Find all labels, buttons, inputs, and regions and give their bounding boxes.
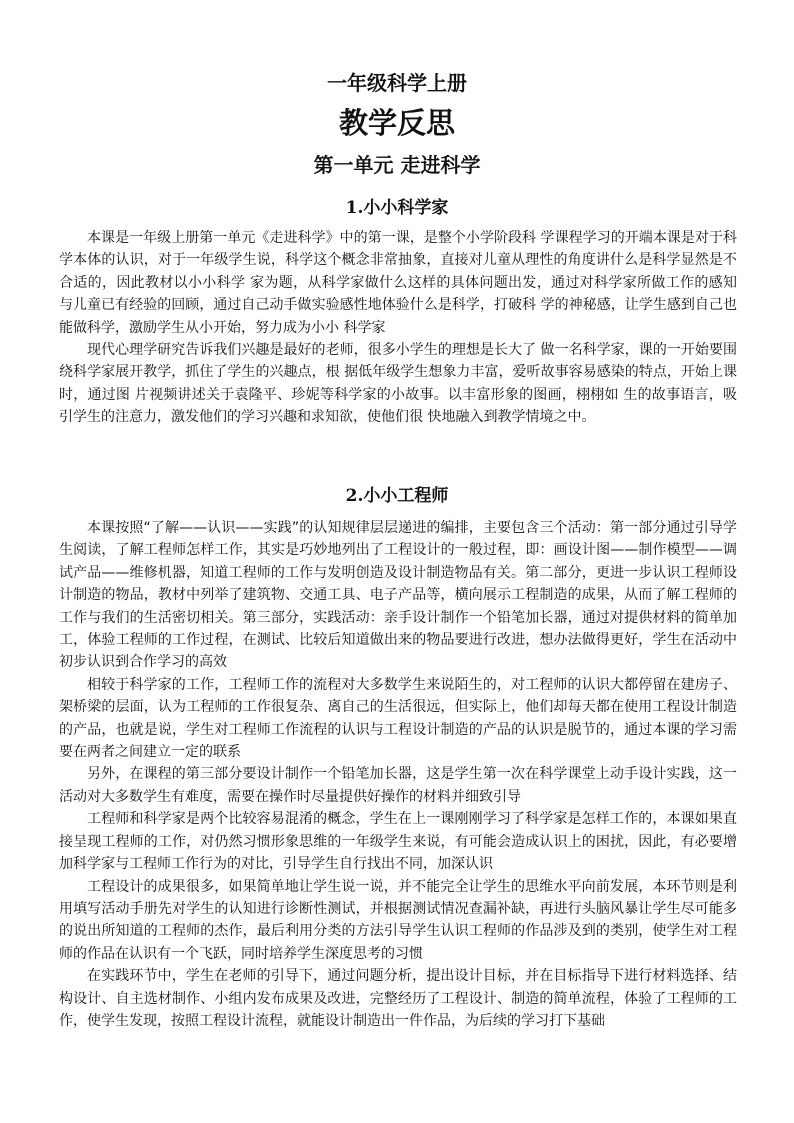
paragraph: 现代心理学研究告诉我们兴趣是最好的老师，很多小学生的理想是长大了 做一名科学家，课的一开始要围绕科学家展开教学，抓住了学生的兴趣点，根 据低年级学生想象力丰富，爱听故事容易感染的特点，开始上课时，通过图 片视频讲述关于袁隆平、珍妮等科学家的小故事。以丰富形象的图画，栩栩如 生的故事语言，吸引学生的注意力，激发他们的学习兴趣和求知欲，使他们很 快地融入到教学情境之中。 [59,342,737,426]
paragraph: 相较于科学家的工作，工程师工作的流程对大多数学生来说陌生的，对工程师的认识大都停留在建房子、架桥梁的层面，认为工程师的工作很复杂、离自己的生活很远，但实际上，他们却每天都在使用工程设计制造的产品，也就是说，学生对工程师工作流程的认识与工程设计制造的产品的认识是脱节的，通过本课的学习需要在两者之间建立一定的联系 [59,676,737,761]
grade-subject-title: 一年级科学上册 [327,71,467,95]
paragraph: 本课按照“了解——认识——实践”的认知规律层层递进的编排，主要包含三个活动：第一部分通过引导学生阅读，了解工程师怎样工作，其实是巧妙地列出了工程设计的一般过程，即：画设计图——制作模型——调试产品——维修机器，知道工程师的工作与发明创造及设计制造物品有关。第二部分，更进一步认识工程师设计制造的物品，教材中列举了建筑物、交通工具、电子产品等，横向展示工程制造的成果，从而了解工程师的工作与我们的生活密切相关。第三部分，实践活动：亲手设计制作一个铅笔加长器，通过对提供材料的简单加工，体验工程师的工作过程，在测试、比较后知道做出来的物品要进行改进，想办法做得更好，学生在活动中初步认识到合作学习的高效 [59,520,737,671]
unit-title: 第一单元 走进科学 [313,153,481,177]
section-heading-1: 1.小小科学家 [345,198,449,218]
paragraph: 工程设计的成果很多，如果简单地让学生说一说，并不能完全让学生的思维水平向前发展，本环节则是利用填写活动手册先对学生的认知进行诊断性测试，并根据测试情况查漏补缺，再进行头脑风暴让学生尽可能多的说出所知道的工程师的杰作，最后利用分类的方法引导学生认识工程师的作品涉及到的类别，使学生对工程师的作品在认识有一个飞跃，同时培养学生深度思考的习惯 [59,878,737,962]
paragraph: 另外，在课程的第三部分要设计制作一个铅笔加长器，这是学生第一次在科学课堂上动手设计实践，这一活动对大多数学生有难度，需要在操作时尽量提供好操作的材料并细致引导 [59,766,737,805]
section-body-2 [59,517,737,1032]
paragraph: 工程师和科学家是两个比较容易混淆的概念，学生在上一课刚刚学习了科学家是怎样工作的，本课如果直接呈现工程师的工作，对仍然习惯形象思维的一年级学生来说，有可能会造成认识上的困扰，因此，有必要增加科学家与工程师工作行为的对比，引导学生自行找出不同，加深认识 [59,811,737,873]
paragraph: 本课是一年级上册第一单元《走进科学》中的第一课，是整个小学阶段科 学课程学习的开端本课是对于科学本体的认识，对于一年级学生说，科学这个概念非常抽象，直接对儿童从理性的角度讲什么是科学显然是不合适的，因此教材以小小科学 家为题，从科学家做什么这样的具体问题出发，通过对科学家所做工作的感知 与儿童已有经验的回顾，通过自己动手做实验感性地体验什么是科学，打破科 学的神秘感，让学生感到自己也能做科学，激励学生从小开始，努力成为小小 科学家 [59,230,737,336]
document-main-title: 教学反思 [338,106,455,140]
section-body-1 [59,227,737,429]
section-heading-2: 2.小小工程师 [345,486,449,506]
paragraph: 在实践环节中，学生在老师的引导下，通过问题分析，提出设计目标，并在目标指导下进行材料选择、结构设计、自主选材制作、小组内发布成果及改进，完整经历了工程设计、制造的简单流程，体验了工程师的工作，使学生发现，按照工程设计流程，就能设计制造出一件作品，为后续的学习打下基础 [59,968,737,1029]
